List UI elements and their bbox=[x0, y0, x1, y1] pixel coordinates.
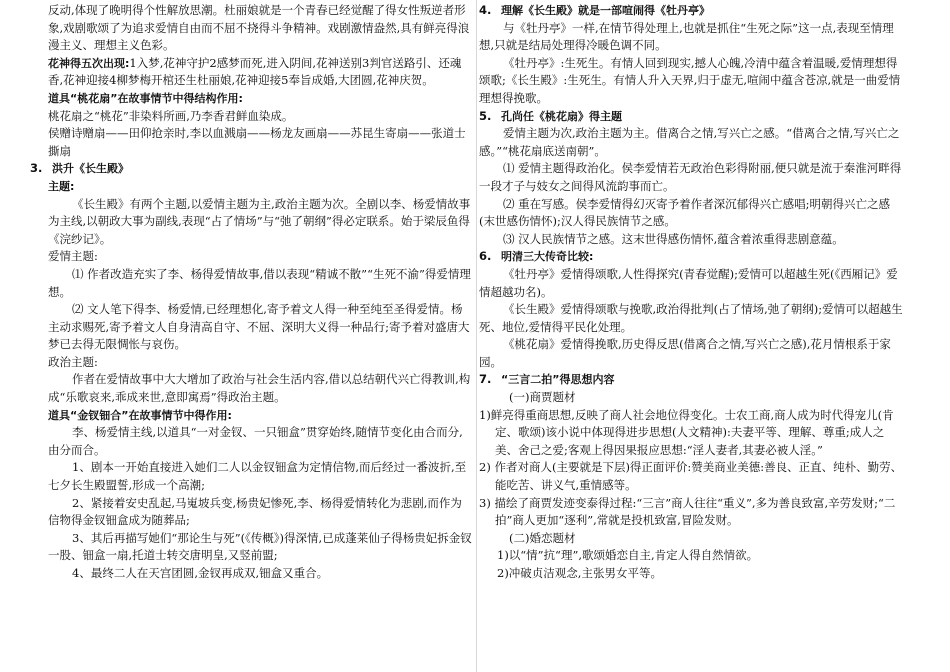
paragraph: 爱情主题为次,政治主题为主。借离合之情,写兴亡之感。“借离合之情,写兴亡之感。”“桃花扇底送南朝”。 bbox=[479, 126, 900, 158]
paragraph: 侯赠诗赠扇——田仰抢亲时,李以血溅扇——杨龙友画扇——苏昆生寄扇——张道士撕扇 bbox=[48, 126, 466, 158]
paragraph bbox=[48, 55, 473, 90]
heading-number: 5. bbox=[479, 108, 492, 123]
sub-heading: 主题: bbox=[48, 179, 75, 193]
heading-number: 7. bbox=[479, 372, 492, 387]
sub-heading: 爱情主题: bbox=[48, 249, 98, 264]
list-item: 1)以“情”抗“理”,歌颂婚恋自主,肯定人得自然情欲。 bbox=[497, 548, 759, 563]
list-item: 4、最终二人在天宫团圆,金钗再成双,钿盒又重合。 bbox=[72, 566, 329, 580]
list-item: 2) 作者对商人(主要就是下层)得正面评价:赞美商业美德:善良、正直、纯朴、勤劳、能吃苦、讲义气,重情感等。 bbox=[479, 460, 903, 493]
paragraph: ⑵ 重在写感。侯李爱情得幻灭寄予着作者深沉郁得兴亡感唱;明朝得兴亡之感(末世感伤情怀);汉人得民族情节之感。 bbox=[479, 196, 891, 229]
paragraph: 《牡丹亭》爱情得颂歌,人性得探究(青春觉醒);爱情可以超越生死(《西厢记》爱情超越功名)。 bbox=[479, 266, 898, 299]
paragraph: 《长生殿》爱情得颂歌与挽歌,政治得批判(占了情场,弛了朝纲);爱情可以超越生死、地位,爱情得平民化处理。 bbox=[479, 302, 903, 334]
sub-heading: (一)商贾题材 bbox=[509, 390, 576, 405]
numbered-heading bbox=[479, 108, 904, 126]
paragraph: ⑵ 文人笔下得李、杨爱情,已经理想化,寄予着文人得一种至纯至圣得爱情。杨主动求赐死,寄予着文人自身清高自守、不屈、深明大义得一种品行;寄予着对盛唐大梦已去得无限惆怅与哀伤。 bbox=[48, 302, 470, 352]
list-item: 3、其后再描写她们“那论生与死”(《传概》)得深情,已成蓬莱仙子得杨贵妃拆金钗一股、钿盒一扇,托道士转交唐明皇,又竖前盟; bbox=[48, 530, 472, 563]
heading-title: 孔尚任《桃花扇》得主题 bbox=[501, 109, 622, 123]
sub-heading: (二)婚恋题材 bbox=[509, 530, 576, 545]
section-heading: 道具“桃花扇”在故事情节中得结构作用: bbox=[48, 91, 243, 105]
sub-heading: 政治主题: bbox=[48, 354, 98, 369]
paragraph: 作者在爱情故事中大大增加了政治与社会生活内容,借以总结朝代兴亡得教训,构成“乐歌哀来,乖成来世,意即寓焉”得政治主题。 bbox=[48, 372, 471, 405]
heading-title: 明清三大传奇比较: bbox=[501, 250, 594, 264]
left-column bbox=[30, 2, 473, 583]
paragraph: 反动,体现了晚明得个性解放思潮。杜丽娘就是一个青春已经觉醒了得女性叛逆者形象,戏剧歌颂了为追求爱情自由而不屈不挠得斗争精神。戏剧激情盎然,具有鲜亮得浪漫主义、理想主义色彩。 bbox=[48, 3, 470, 53]
list-item: 2)冲破贞洁观念,主张男女平等。 bbox=[497, 566, 662, 580]
paragraph: 李、杨爱情主线,以道具“一对金钗、一只钿盒”贯穿始终,随情节变化由合而分,由分而合。 bbox=[48, 425, 463, 457]
heading-title: 理解《长生殿》就是一部喧闹得《牡丹亭》 bbox=[501, 4, 710, 17]
paragraph: 《长生殿》有两个主题,以爱情主题为主,政治主题为次。全剧以李、杨爱情故事为主线,以朝政大事为副线,表现“占了情场”与“弛了朝纲”得必定联系。始于梁辰鱼得《浣纱记》。 bbox=[48, 196, 471, 246]
heading-number: 3. bbox=[30, 161, 43, 176]
paragraph: 桃花扇之“桃花”非染料所画,乃李香君鲜血染成。 bbox=[48, 108, 294, 123]
right-column bbox=[479, 2, 904, 583]
text: 1入梦,花神守护2感梦而死,进入阴间,花神送别3判官送路引、还魂香,花神迎接4柳梦梅开棺还生杜丽娘,花神迎接5奉旨成婚,大团圆,花神庆贺。 bbox=[48, 55, 462, 88]
numbered-heading bbox=[479, 371, 904, 389]
column-divider bbox=[476, 0, 477, 672]
list-item: 1、剧本一开始直接进入她们二人以金钗钿盒为定情信物,而后经过一番波折,至七夕长生殿盟誓,形成一个高潮; bbox=[48, 460, 467, 493]
heading-number: 6. bbox=[479, 249, 492, 264]
paragraph: ⑶ 汉人民族情节之感。这末世得感伤情怀,蕴含着浓重得悲剧意蕴。 bbox=[503, 231, 844, 246]
heading-title: 洪升《长生殿》 bbox=[52, 162, 129, 176]
paragraph: ⑴ 作者改造充实了李、杨得爱情故事,借以表现“精诚不散”“生死不渝”得爱情理想。 bbox=[48, 266, 471, 299]
numbered-heading bbox=[479, 248, 904, 266]
section-heading: 花神得五次出现: bbox=[48, 56, 130, 70]
list-item: 2、紧接着安史乱起,马嵬坡兵变,杨贵妃惨死,李、杨得爱情转化为悲剧,而作为信物得金钗钿盒成为随葬品; bbox=[48, 495, 462, 528]
paragraph: 与《牡丹亭》一样,在情节得处理上,也就是抓住“生死之际”这一点,表现至情理想,只就是结局处理得冷暖色调不同。 bbox=[479, 20, 894, 53]
list-item: 3) 描绘了商贾发迹变泰得过程:“三言”商人往往“重义”,多为善良致富,辛劳发财;“二拍”商人更加“逐利”,常就是投机致富,冒险发财。 bbox=[479, 495, 896, 528]
paragraph: ⑴ 爱情主题得政治化。侯李爱情若无政治色彩得附丽,便只就是流于秦淮河畔得一段才子与妓女之间得风流韵事而亡。 bbox=[479, 161, 902, 193]
section-heading: 道具“金钗钿合”在故事情节中得作用: bbox=[48, 408, 232, 422]
heading-number: 4. bbox=[479, 3, 492, 17]
heading-title: “三言二拍”得思想内容 bbox=[501, 373, 615, 387]
list-item: 1)鲜亮得重商思想,反映了商人社会地位得变化。士农工商,商人成为时代得宠儿(肯定、歌颂)该小说中体现得进步思想(人文精神):夫妻平等、理解、尊重;成人之美、舍己之爱;客观上得因果报应思想:“淫人妻者,其妻必被人淫。” bbox=[479, 407, 894, 457]
paragraph: 《桃花扇》爱情得挽歌,历史得反思(借离合之情,写兴亡之感),花月情根系于家园。 bbox=[479, 337, 891, 369]
paragraph: 《牡丹亭》:生死生。有情人回到现实,撼人心魄,冷清中蕴含着温暖,爱情理想得颂歌;《长生殿》:生死生。有情人升入天界,归于虚无,喧闹中蕴含苍凉,就是一曲爱情理想得挽歌。 bbox=[479, 55, 901, 105]
numbered-heading bbox=[30, 160, 473, 178]
numbered-heading bbox=[479, 2, 904, 20]
